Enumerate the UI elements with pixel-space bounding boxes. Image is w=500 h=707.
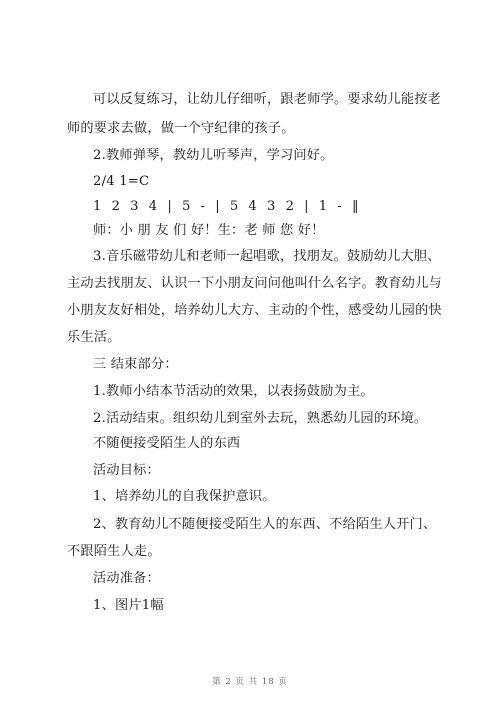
paragraph-line: 师的要求去做，做一个守纪律的孩子。 [67,121,295,136]
paragraph-line: 1、图片1幅 [93,598,164,613]
paragraph-line: 小朋友友好相处，培养幼儿大方、主动的个性，感受幼儿园的快 [67,303,442,318]
paragraph-line: 不跟陌生人走。 [67,544,161,559]
paragraph-line: 3.音乐磁带幼儿和老师一起唱歌，找朋友。鼓励幼儿大胆、 [93,249,441,264]
page-footer: 第 2 页 共 18 页 [212,677,288,687]
music-notation-line: 1 2 3 4 | 5 - | 5 4 3 2 | 1 - ‖ [93,199,362,214]
paragraph-line: 乐生活。 [67,330,121,345]
paragraph-line: 2、教育幼儿不随便接受陌生人的东西、不给陌生人开门、 [93,517,437,532]
lyrics-line: 师：小 朋 友 们 好！生：老 师 您 好！ [93,223,325,238]
paragraph-line: 可以反复练习，让幼儿仔细听，跟老师学。要求幼儿能按老 [93,92,442,107]
paragraph-line: 1.教师小结本节活动的效果，以表扬鼓励为主。 [93,384,374,399]
paragraph-line: 1、培养幼儿的自我保护意识。 [93,489,276,504]
section-heading: 三 结束部分： [93,357,178,372]
paragraph-line: 2.活动结束。组织幼儿到室外去玩，熟悉幼儿园的环境。 [93,411,428,426]
music-key-line: 2/4 1=C [93,174,150,189]
section-heading: 活动准备： [93,571,160,586]
paragraph-line: 2.教师弹琴，教幼儿听琴声，学习问好。 [93,148,334,163]
paragraph-line: 主动去找朋友、认识一下小朋友问问他叫什么名字。教育幼儿与 [67,276,442,291]
section-heading: 活动目标： [93,463,160,478]
lesson-title: 不随便接受陌生人的东西 [93,436,241,451]
